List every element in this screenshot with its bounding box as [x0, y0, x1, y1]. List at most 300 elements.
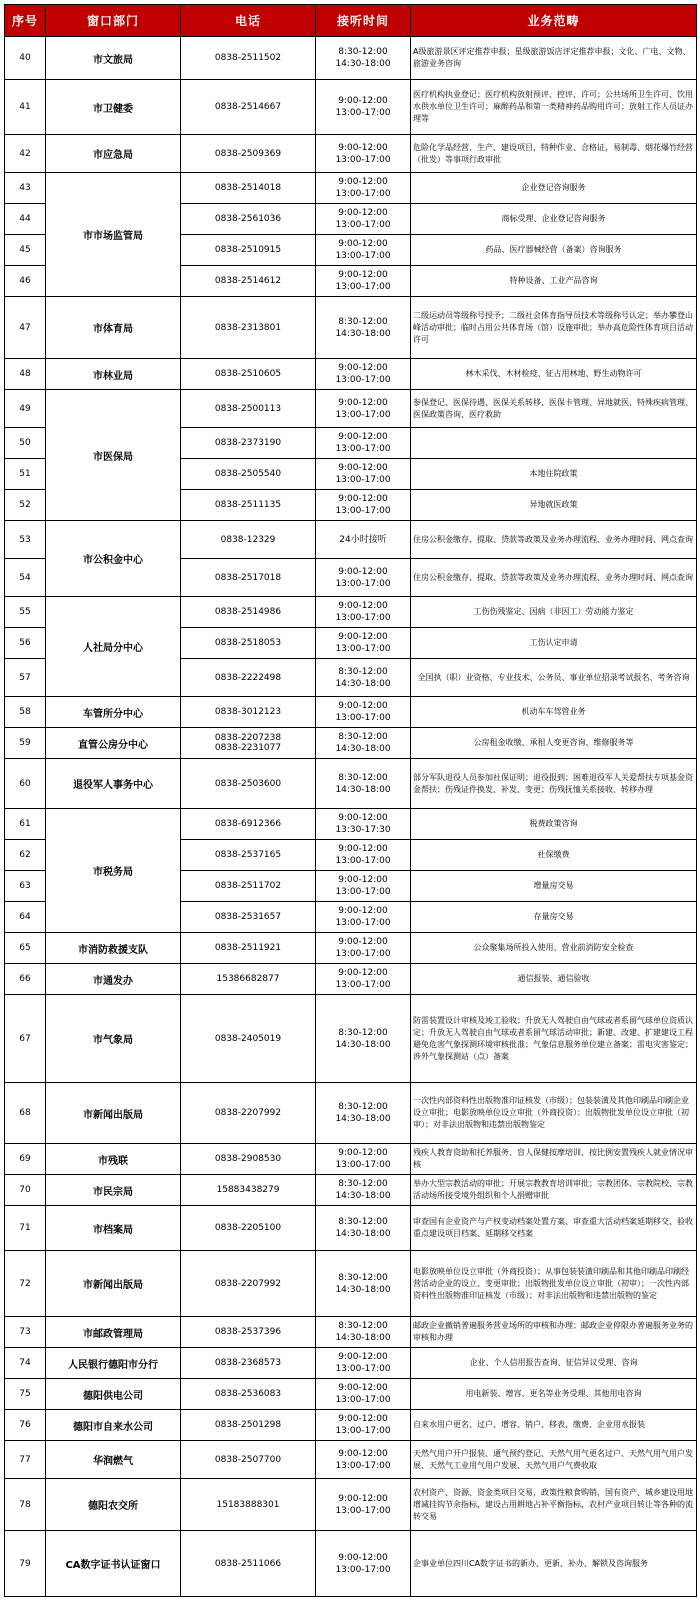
hours-cell [316, 173, 411, 204]
phone-number: 0838-2511502 [214, 53, 282, 63]
business-scope: 企业、个人信用报告查询、征信异议受理、咨询 [411, 1348, 697, 1379]
row-number: 61 [5, 809, 46, 840]
phone-cell [181, 1531, 316, 1597]
phone-number: 0838-2501298 [214, 1420, 282, 1430]
row-number: 59 [5, 728, 46, 759]
hours-range: 13:00-17:00 [335, 475, 391, 485]
row-number: 50 [5, 428, 46, 459]
hours-cell [316, 359, 411, 390]
row-number: 48 [5, 359, 46, 390]
hours-range: 13:00-17:00 [335, 1426, 391, 1436]
business-scope: 工伤伤残鉴定、因病（非因工）劳动能力鉴定 [411, 597, 697, 628]
business-scope: 企事业单位四川CA数字证书的新办、更新、补办、解锁及咨询服务 [411, 1531, 697, 1597]
row-number: 75 [5, 1379, 46, 1410]
department-name: 市残联 [46, 1144, 181, 1175]
hours-range: 14:30-18:00 [335, 1284, 391, 1295]
phone-cell [181, 840, 316, 871]
table-row [5, 1379, 697, 1410]
hours-range: 13:00-17:00 [335, 613, 391, 623]
business-scope: 一次性内部资料性出版物准印证核发（市级）；包装装潢及其他印刷品印刷企业设立审批；电影放映单位设立审批（外商投资）；出版物批发单位设立审批（初审）；对非法出版物和违禁出版物鉴定 [411, 1083, 697, 1144]
phone-cell [181, 80, 316, 135]
table-row [5, 390, 697, 428]
business-scope: 危险化学品经营、生产、建设项目，特种作业、合格证，易制毒、烟花爆竹经营（批发）等事项行政审批 [411, 135, 697, 173]
hours-cell [316, 428, 411, 459]
hours-cell [316, 628, 411, 659]
row-number: 60 [5, 759, 46, 809]
row-number: 67 [5, 995, 46, 1083]
row-number: 71 [5, 1206, 46, 1251]
department-name: 市通发办 [46, 964, 181, 995]
phone-cell [181, 204, 316, 235]
business-scope: 用电新装、增容、更名等业务受理、其他用电咨询 [411, 1379, 697, 1410]
hours-range: 13:00-17:00 [335, 980, 391, 990]
department-name: 德阳农交所 [46, 1479, 181, 1531]
phone-number: 0838-2511702 [214, 881, 282, 891]
phone-cell [181, 559, 316, 597]
hours-range: 8:30-12:00 [338, 1272, 388, 1283]
hours-range: 9:00-12:00 [338, 1448, 388, 1459]
hours-range: 13:00-17:00 [335, 1564, 391, 1575]
hours-range: 14:30-18:00 [335, 1191, 391, 1201]
hours-cell [316, 728, 411, 759]
hours-range: 13:00-17:00 [335, 506, 391, 516]
hours-range: 9:00-12:00 [338, 875, 388, 885]
phone-number: 0838-2207992 [214, 1278, 282, 1289]
service-directory-table [4, 4, 697, 1597]
department-name: 市体育局 [46, 297, 181, 359]
phone-number: 0838-2514612 [214, 276, 282, 286]
hours-cell [316, 902, 411, 933]
hours-cell [316, 80, 411, 135]
hours-cell [316, 1410, 411, 1441]
row-number: 42 [5, 135, 46, 173]
hours-cell [316, 809, 411, 840]
hours-cell [316, 1206, 411, 1251]
hours-range: 8:30-12:00 [338, 666, 388, 677]
hours-range: 24小时接听 [339, 534, 387, 545]
hours-cell [316, 521, 411, 559]
department-name: 市林业局 [46, 359, 181, 390]
business-scope: 农村资产、资源、资金类项目交易，政策性粮食购销，国有资产、城乡建设用地增减挂钩节余指标，建设占用耕地占补平衡指标，农村产业项目转让等各种的流转交易 [411, 1479, 697, 1531]
row-number: 43 [5, 173, 46, 204]
table-row [5, 964, 697, 995]
hours-range: 13:00-17:00 [335, 1505, 391, 1516]
phone-cell [181, 628, 316, 659]
phone-number: 0838-2511921 [214, 943, 282, 953]
hours-cell [316, 1348, 411, 1379]
phone-cell [181, 1206, 316, 1251]
business-scope: 全国执（职）业资格、专业技术、公务员、事业单位招录考试报名、考务咨询 [411, 659, 697, 697]
department-name: 市市场监管局 [46, 173, 181, 297]
business-scope: 公房租金收缴、承租人变更咨询、维修服务等 [411, 728, 697, 759]
header-business: 业务范畴 [411, 5, 697, 37]
row-number: 44 [5, 204, 46, 235]
row-number: 66 [5, 964, 46, 995]
phone-number: 0838-2505540 [214, 469, 282, 479]
hours-range: 9:00-12:00 [338, 937, 388, 947]
hours-range: 13:00-17:00 [335, 1395, 391, 1405]
hours-range: 14:30-18:00 [335, 1229, 391, 1239]
hours-cell [316, 1144, 411, 1175]
hours-range: 13:00-17:00 [335, 251, 391, 261]
business-scope: 二级运动员等级称号授予；二级社会体育指导员技术等级称号认定；举办攀登山峰活动审批；临时占用公共体育场（馆）设施审批；举办高危险性体育项目活动许可 [411, 297, 697, 359]
row-number: 62 [5, 840, 46, 871]
hours-cell [316, 871, 411, 902]
phone-cell [181, 37, 316, 80]
table-row [5, 697, 697, 728]
phone-number: 0838-2207992 [214, 1108, 282, 1118]
phone-number: 0838-2536083 [214, 1389, 282, 1399]
hours-range: 9:00-12:00 [338, 270, 388, 280]
business-scope: 自来水用户更名、过户、增容、销户、移表、缴费、企业用水报装 [411, 1410, 697, 1441]
hours-range: 13:00-17:00 [335, 887, 391, 897]
hours-cell [316, 135, 411, 173]
table-row [5, 359, 697, 390]
phone-number: 0838-2231077 [214, 743, 282, 753]
phone-number: 0838-2373190 [214, 438, 282, 448]
department-name: 市新闻出版局 [46, 1251, 181, 1317]
table-row [5, 1175, 697, 1206]
phone-cell [181, 1083, 316, 1144]
hours-cell [316, 297, 411, 359]
department-name: 德阳市自来水公司 [46, 1410, 181, 1441]
table-row [5, 933, 697, 964]
hours-range: 14:30-18:00 [335, 744, 391, 754]
row-number: 52 [5, 490, 46, 521]
table-row [5, 1410, 697, 1441]
row-number: 72 [5, 1251, 46, 1317]
business-scope: 住房公积金缴存、提取、贷款等政策及业务办理流程、业务办理时间、网点查询 [411, 559, 697, 597]
header-no: 序号 [5, 5, 46, 37]
business-scope: 参保登记、医保待遇、医保关系转移、医保卡管理、异地就医、特殊疾病管理、医保政策咨询、医疗救助 [411, 390, 697, 428]
row-number: 56 [5, 628, 46, 659]
phone-cell [181, 809, 316, 840]
phone-number: 0838-2509369 [214, 148, 282, 159]
department-name: 市税务局 [46, 809, 181, 933]
phone-cell [181, 1379, 316, 1410]
business-scope: 机动车车驾管业务 [411, 697, 697, 728]
hours-cell [316, 995, 411, 1083]
hours-range: 8:30-12:00 [338, 1102, 388, 1112]
business-scope: 住房公积金缴存、提取、贷款等政策及业务办理流程、业务办理时间、网点查询 [411, 521, 697, 559]
hours-range: 9:00-12:00 [338, 1414, 388, 1424]
business-scope: 工伤认定申请 [411, 628, 697, 659]
phone-number: 0838-2222498 [214, 672, 282, 683]
table-row [5, 135, 697, 173]
business-scope: 异地就医政策 [411, 490, 697, 521]
business-scope: 社保缴费 [411, 840, 697, 871]
phone-cell [181, 235, 316, 266]
hours-range: 9:00-12:00 [338, 208, 388, 218]
hours-range: 9:00-12:00 [338, 1552, 388, 1563]
row-number: 76 [5, 1410, 46, 1441]
table-row [5, 1531, 697, 1597]
hours-range: 13:00-17:00 [335, 578, 391, 589]
table-row [5, 37, 697, 80]
table-row [5, 1144, 697, 1175]
phone-cell [181, 359, 316, 390]
hours-range: 9:00-12:00 [338, 142, 388, 153]
hours-range: 13:00-17:00 [335, 409, 391, 420]
phone-number: 0838-2537396 [214, 1327, 282, 1337]
hours-range: 9:00-12:00 [338, 968, 388, 978]
business-scope: 增量房交易 [411, 871, 697, 902]
hours-range: 13:00-17:00 [335, 918, 391, 928]
row-number: 64 [5, 902, 46, 933]
hours-range: 9:00-12:00 [338, 1352, 388, 1362]
hours-cell [316, 37, 411, 80]
hours-cell [316, 459, 411, 490]
phone-number: 0838-2517018 [214, 572, 282, 583]
hours-range: 13:00-17:00 [335, 713, 391, 723]
hours-range: 9:00-12:00 [338, 632, 388, 642]
phone-cell [181, 1144, 316, 1175]
hours-cell [316, 597, 411, 628]
table-row [5, 1348, 697, 1379]
hours-cell [316, 1175, 411, 1206]
phone-cell [181, 135, 316, 173]
row-number: 78 [5, 1479, 46, 1531]
table-row [5, 597, 697, 628]
hours-range: 13:00-17:00 [335, 189, 391, 199]
row-number: 41 [5, 80, 46, 135]
hours-range: 13:00-17:00 [335, 108, 391, 118]
department-name: 人民银行德阳市分行 [46, 1348, 181, 1379]
hours-cell [316, 559, 411, 597]
business-scope: 电影放映单位设立审批（外商投资）；从事包装装潢印刷品和其他印刷品印刷经营活动企业的设立、变更审批；出版物批发单位设立审批（初审）；一次性内部资料性出版物准印证核发（市级）；对非法出版物和违禁出版物的鉴定 [411, 1251, 697, 1317]
hours-cell [316, 659, 411, 697]
department-name: 车管所分中心 [46, 697, 181, 728]
hours-range: 14:30-18:00 [335, 1333, 391, 1343]
hours-cell [316, 204, 411, 235]
phone-cell [181, 597, 316, 628]
hours-cell [316, 1479, 411, 1531]
hours-range: 13:00-17:00 [335, 1460, 391, 1471]
hours-range: 8:30-12:00 [338, 732, 388, 742]
business-scope: 药品、医疗器械经营（备案）咨询服务 [411, 235, 697, 266]
department-name: 市消防救援支队 [46, 933, 181, 964]
hours-cell [316, 1251, 411, 1317]
phone-number: 0838-3012123 [214, 707, 282, 717]
hours-range: 9:00-12:00 [338, 601, 388, 611]
hours-range: 9:00-12:00 [338, 906, 388, 916]
phone-cell [181, 902, 316, 933]
table-row [5, 1251, 697, 1317]
hours-range: 14:30-18:00 [335, 59, 391, 69]
hours-cell [316, 697, 411, 728]
phone-number: 15883438279 [216, 1185, 280, 1195]
row-number: 49 [5, 390, 46, 428]
department-name: 市医保局 [46, 390, 181, 521]
hours-range: 9:00-12:00 [338, 397, 388, 408]
hours-range: 9:00-12:00 [338, 813, 388, 823]
phone-cell [181, 1348, 316, 1379]
header-phone: 电话 [181, 5, 316, 37]
department-name: 人社局分中心 [46, 597, 181, 697]
hours-range: 8:30-12:00 [338, 47, 388, 57]
phone-cell [181, 964, 316, 995]
hours-range: 8:30-12:00 [338, 1217, 388, 1227]
hours-cell [316, 1441, 411, 1479]
hours-range: 8:30-12:00 [338, 1321, 388, 1331]
row-number: 45 [5, 235, 46, 266]
hours-cell [316, 1083, 411, 1144]
table-row [5, 728, 697, 759]
phone-cell [181, 297, 316, 359]
table-row [5, 995, 697, 1083]
department-name: 市档案局 [46, 1206, 181, 1251]
department-name: 市民宗局 [46, 1175, 181, 1206]
row-number: 51 [5, 459, 46, 490]
hours-cell [316, 964, 411, 995]
hours-range: 14:30-18:00 [335, 1039, 391, 1050]
business-scope: 残疾人教育资助和托养服务、盲人保健按摩培训、按比例安置残疾人就业情况审核 [411, 1144, 697, 1175]
phone-number: 0838-2500113 [214, 403, 282, 414]
phone-cell [181, 759, 316, 809]
row-number: 79 [5, 1531, 46, 1597]
hours-range: 13:00-17:00 [335, 444, 391, 454]
hours-range: 8:30-12:00 [338, 1179, 388, 1189]
phone-number: 0838-2507700 [214, 1454, 282, 1465]
department-name: 市邮政管理局 [46, 1317, 181, 1348]
department-name: 退役军人事务中心 [46, 759, 181, 809]
phone-number: 0838-2510915 [214, 245, 282, 255]
business-scope: 举办大型宗教活动的审批；开展宗教教育培训审批；宗教团体、宗教院校、宗教活动场所接受境外组织和个人捐赠审批 [411, 1175, 697, 1206]
table-row [5, 1441, 697, 1479]
business-scope: 税费政策咨询 [411, 809, 697, 840]
hours-range: 14:30-18:00 [335, 328, 391, 339]
phone-number: 0838-2510605 [214, 369, 282, 379]
row-number: 73 [5, 1317, 46, 1348]
phone-number: 0838-12329 [220, 534, 276, 545]
phone-number: 0838-2514986 [214, 607, 282, 617]
phone-cell [181, 728, 316, 759]
table-row [5, 521, 697, 559]
phone-number: 0838-6912366 [214, 819, 282, 829]
business-scope: 防雷装置设计审核及竣工验收；升放无人驾驶自由气球或者系留气球单位资质认定；升放无人驾驶自由气球或者系留气球活动审批；新建、改建、扩建建设工程避免危害气象探测环境审核批准；气象信息服务单位建立备案；雷电灾害鉴定；涉外气象探测站（点）备案 [411, 995, 697, 1083]
phone-cell [181, 490, 316, 521]
phone-cell [181, 459, 316, 490]
hours-range: 9:00-12:00 [338, 1148, 388, 1158]
business-scope: 通信报装、通信验收 [411, 964, 697, 995]
row-number: 46 [5, 266, 46, 297]
hours-range: 13:00-17:00 [335, 154, 391, 165]
hours-range: 9:00-12:00 [338, 701, 388, 711]
header-row [5, 5, 697, 37]
hours-range: 9:00-12:00 [338, 1383, 388, 1393]
hours-cell [316, 840, 411, 871]
hours-cell [316, 266, 411, 297]
phone-cell [181, 521, 316, 559]
hours-range: 9:00-12:00 [338, 463, 388, 473]
phone-cell [181, 1441, 316, 1479]
hours-range: 8:30-12:00 [338, 316, 388, 327]
phone-cell [181, 1410, 316, 1441]
phone-cell [181, 390, 316, 428]
hours-range: 8:30-12:00 [338, 772, 388, 783]
business-scope: 本地住院政策 [411, 459, 697, 490]
table-row [5, 297, 697, 359]
phone-number: 0838-2405019 [214, 1033, 282, 1044]
hours-range: 9:00-12:00 [338, 239, 388, 249]
hours-range: 9:00-12:00 [338, 494, 388, 504]
department-name: CA数字证书认证窗口 [46, 1531, 181, 1597]
hours-cell [316, 235, 411, 266]
hours-cell [316, 490, 411, 521]
business-scope: 特种设备、工业产品咨询 [411, 266, 697, 297]
department-name: 市气象局 [46, 995, 181, 1083]
hours-range: 13:00-17:00 [335, 375, 391, 385]
hours-range: 9:00-12:00 [338, 363, 388, 373]
phone-cell [181, 1479, 316, 1531]
phone-number: 0838-2518053 [214, 638, 282, 648]
table-body [5, 37, 697, 1597]
business-scope: 邮政企业撤销普遍服务营业场所的审核和办理；邮政企业停限办普遍服务业务的审核和办理 [411, 1317, 697, 1348]
hours-range: 8:30-12:00 [338, 1027, 388, 1038]
table-row [5, 1317, 697, 1348]
phone-cell [181, 173, 316, 204]
row-number: 65 [5, 933, 46, 964]
hours-range: 9:00-12:00 [338, 566, 388, 577]
row-number: 74 [5, 1348, 46, 1379]
row-number: 77 [5, 1441, 46, 1479]
table-row [5, 1083, 697, 1144]
hours-range: 9:00-12:00 [338, 177, 388, 187]
row-number: 63 [5, 871, 46, 902]
phone-number: 0838-2511135 [214, 500, 282, 510]
phone-cell [181, 995, 316, 1083]
hours-range: 13:00-17:00 [335, 644, 391, 654]
row-number: 54 [5, 559, 46, 597]
hours-range: 14:30-18:00 [335, 784, 391, 795]
hours-range: 13:00-17:00 [335, 949, 391, 959]
table-row [5, 1206, 697, 1251]
phone-number: 0838-2561036 [214, 214, 282, 224]
phone-number: 0838-2537165 [214, 850, 282, 860]
hours-range: 9:00-12:00 [338, 844, 388, 854]
phone-number: 0838-2531657 [214, 912, 282, 922]
phone-number: 15183888301 [216, 1499, 280, 1510]
business-scope: 企业登记咨询服务 [411, 173, 697, 204]
row-number: 68 [5, 1083, 46, 1144]
row-number: 69 [5, 1144, 46, 1175]
phone-number: 0838-2207238 [214, 733, 282, 743]
header-dept: 窗口部门 [46, 5, 181, 37]
hours-cell [316, 1317, 411, 1348]
hours-range: 14:30-18:00 [335, 1114, 391, 1124]
department-name: 市应急局 [46, 135, 181, 173]
hours-range: 9:00-12:00 [338, 432, 388, 442]
phone-number: 0838-2205100 [214, 1223, 282, 1233]
department-name: 市新闻出版局 [46, 1083, 181, 1144]
business-scope: 林木采伐、木材检疫、征占用林地、野生动物许可 [411, 359, 697, 390]
phone-number: 0838-2908530 [214, 1154, 282, 1164]
business-scope: 公众聚集场所投入使用、营业前消防安全检查 [411, 933, 697, 964]
business-scope [411, 428, 697, 459]
department-name: 市公积金中心 [46, 521, 181, 597]
business-scope: 存量房交易 [411, 902, 697, 933]
table-row [5, 809, 697, 840]
table-row [5, 1479, 697, 1531]
business-scope: 部分军队退役人员参加社保证明；退役报到；困难退役军人关爱帮扶专项基金资金帮扶；伤残证件换发、补发、变更；伤残抚恤关系接收、转移办理 [411, 759, 697, 809]
hours-range: 13:00-17:00 [335, 1364, 391, 1374]
hours-range: 9:00-12:00 [338, 1493, 388, 1504]
hours-range: 13:00-17:00 [335, 220, 391, 230]
hours-cell [316, 1379, 411, 1410]
hours-range: 13:30-17:30 [335, 825, 391, 835]
hours-range: 14:30-18:00 [335, 678, 391, 689]
phone-cell [181, 871, 316, 902]
